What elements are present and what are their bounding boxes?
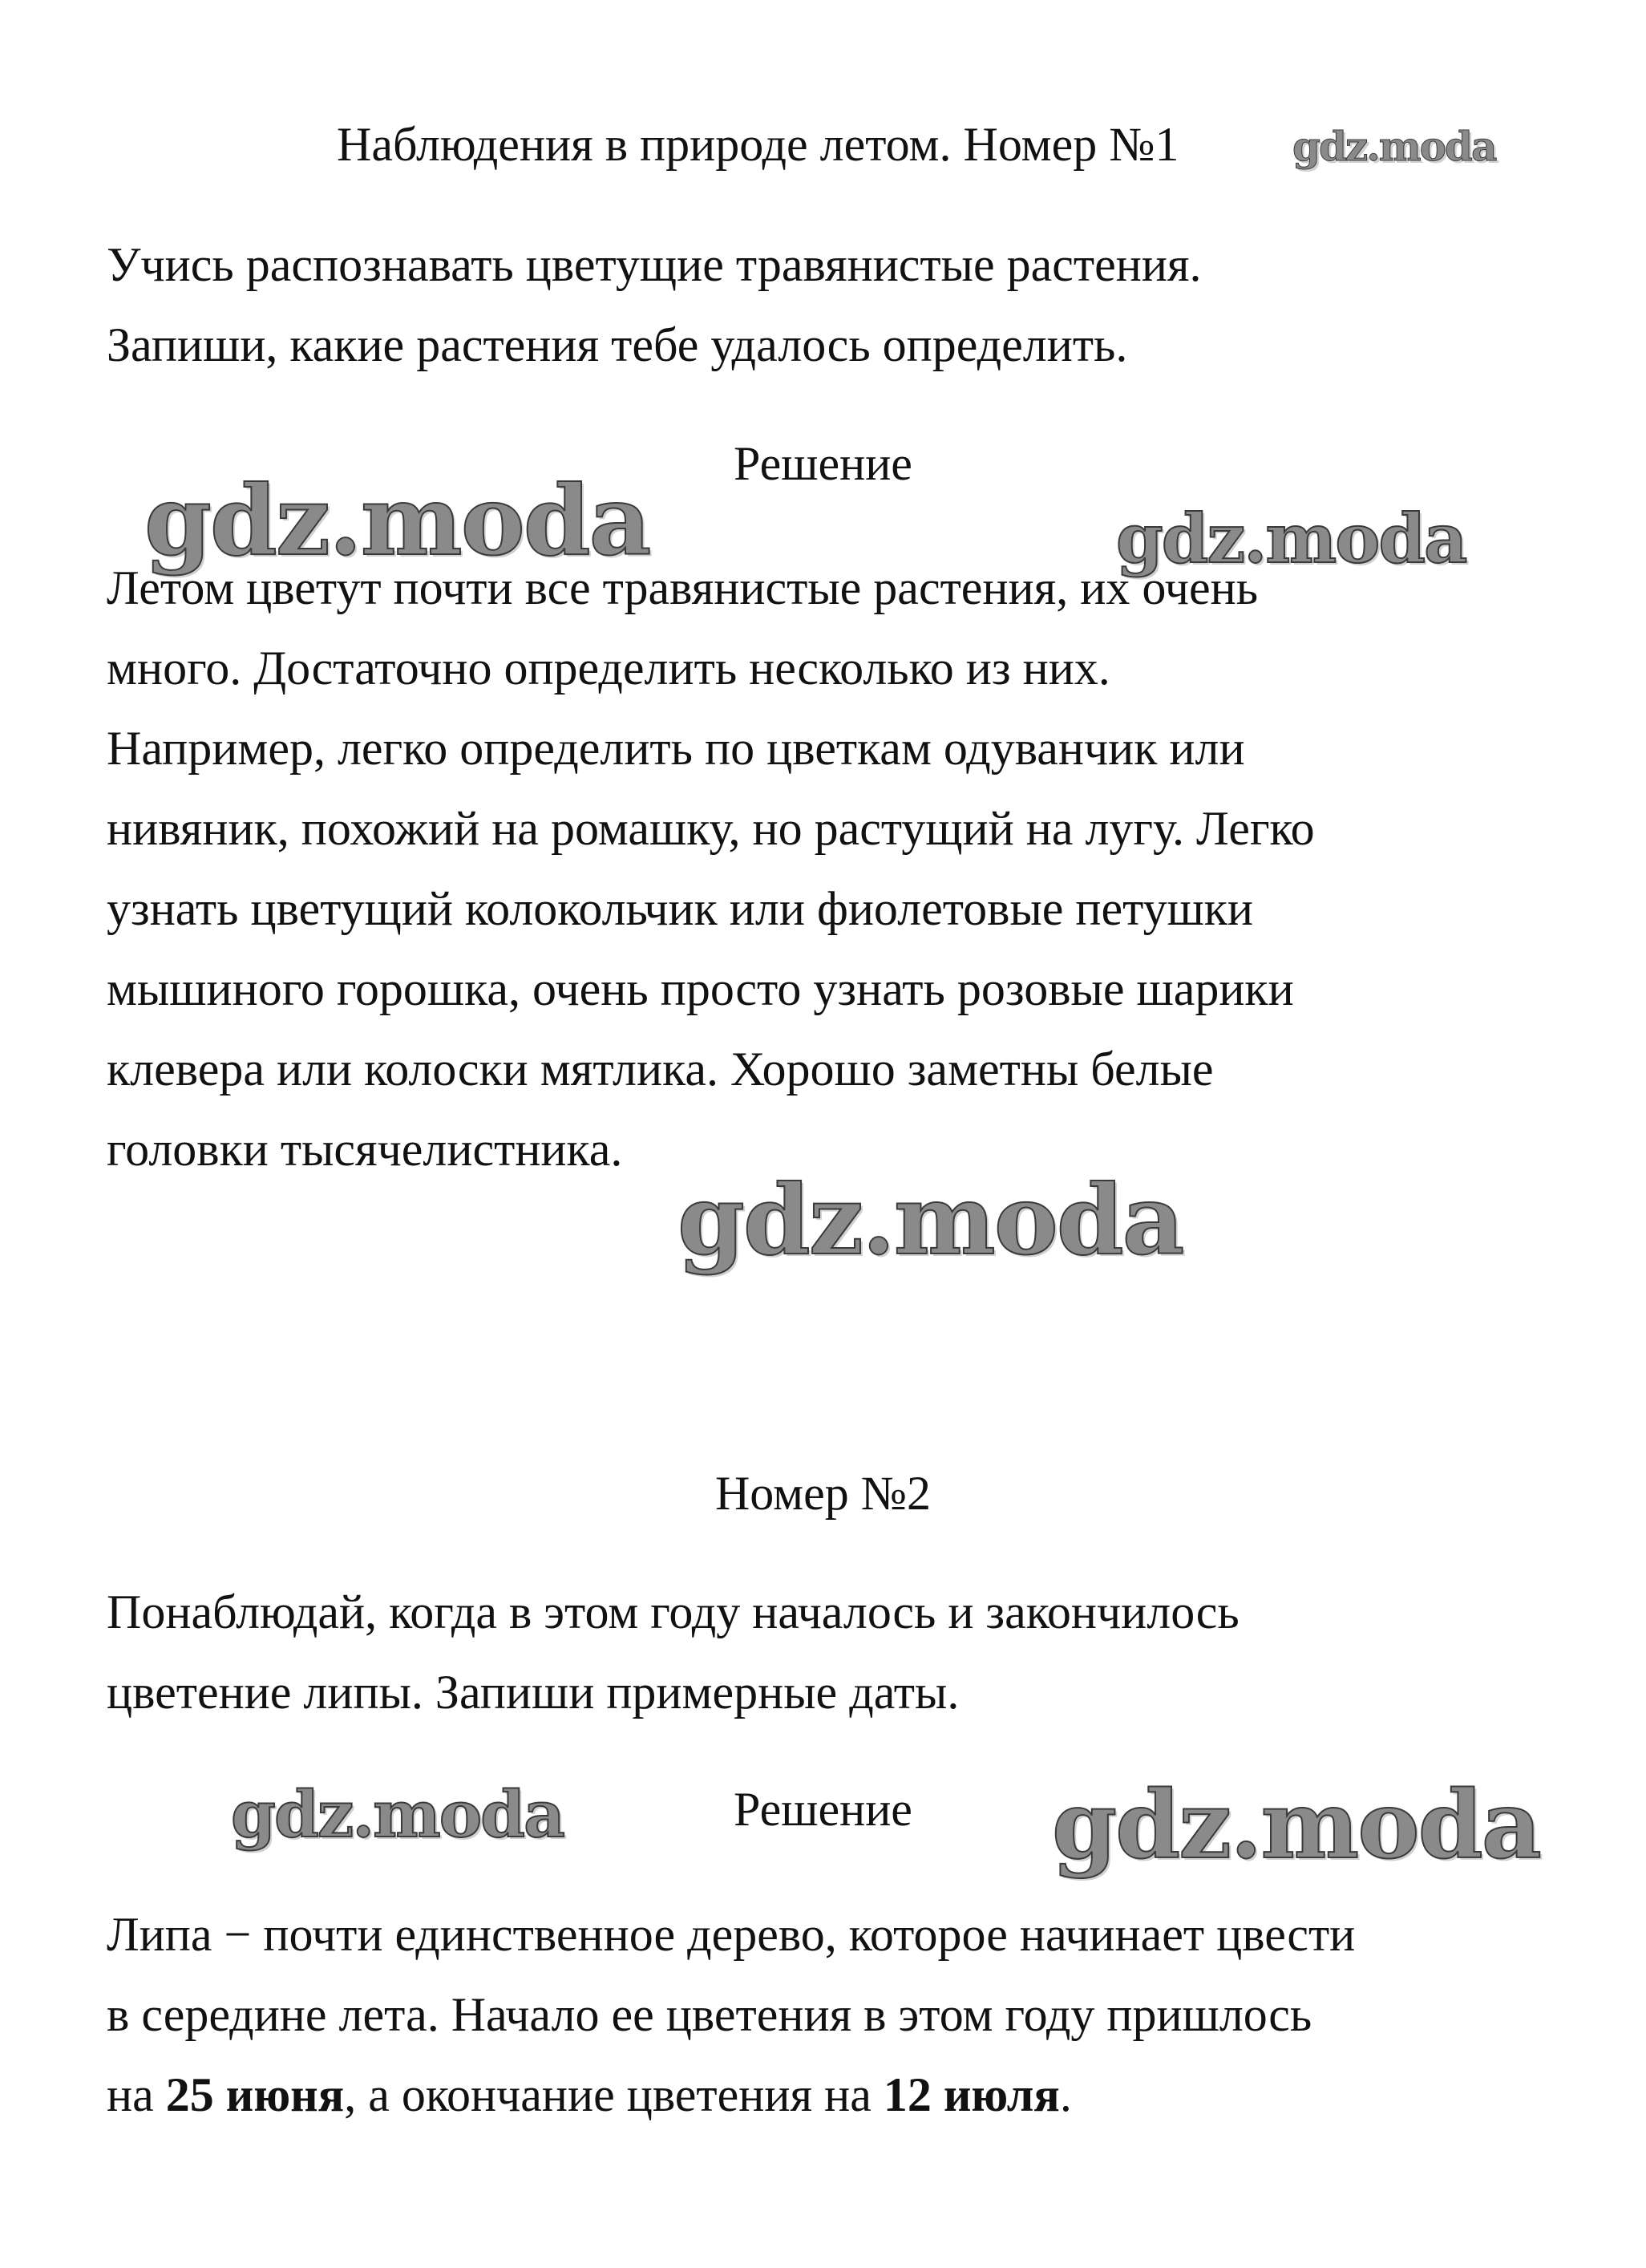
section2-solution-line-1: Липа − почти единственное дерево, которое начинает цвести (107, 1908, 1356, 1961)
section1-solution-line-5: узнать цветущий колокольчик или фиолетовые петушки (107, 882, 1254, 935)
text-segment: . (1059, 2068, 1072, 2121)
section2-solution-line-3 (107, 2055, 1072, 2135)
text-segment: на (107, 2068, 166, 2121)
section1-solution-line-4: нивяник, похожий на ромашку, но растущий на лугу. Легко (107, 802, 1315, 855)
watermark-logo: gdz.moda (1052, 1771, 1540, 1880)
section1-solution-line-8: головки тысячелистника. (107, 1123, 623, 1176)
section1-solution-heading: Решение (734, 437, 912, 490)
section1-solution-line-6: мышиного горошка, очень просто узнать розовые шарики (107, 962, 1294, 1015)
watermark-logo: gdz.moda (677, 1164, 1183, 1277)
end-date: 12 июля (883, 2068, 1060, 2121)
text-segment: , а окончание цветения на (344, 2068, 884, 2121)
watermark-logo: gdz.moda (144, 464, 650, 577)
section1-task-line-1: Учись распознавать цветущие травянистые растения. (107, 238, 1202, 291)
section1-solution-line-2: много. Достаточно определить несколько из них. (107, 642, 1110, 695)
section2-task-line-1: Понаблюдай, когда в этом году началось и закончилось (107, 1586, 1240, 1638)
section2-solution-line-2: в середине лета. Начало ее цветения в этом году пришлось (107, 1988, 1312, 2041)
watermark-logo: gdz.moda (1292, 123, 1496, 170)
section1-title: Наблюдения в природе летом. Номер №1 (337, 118, 1179, 171)
start-date: 25 июня (165, 2068, 345, 2121)
section1-solution-line-1: Летом цветут почти все травянистые растения, их очень (107, 561, 1259, 614)
watermark-logo: gdz.moda (231, 1776, 564, 1852)
section2-solution-heading: Решение (734, 1783, 912, 1836)
section1-solution-line-3: Например, легко определить по цветкам одуванчик или (107, 722, 1245, 775)
section1-solution-line-7: клевера или колоски мятлика. Хорошо заметны белые (107, 1043, 1214, 1096)
watermark-logo: gdz.moda (1116, 499, 1466, 578)
section2-task-line-2: цветение липы. Запиши примерные даты. (107, 1666, 960, 1719)
section2-title: Номер №2 (714, 1467, 932, 1520)
section1-task-line-2: Запиши, какие растения тебе удалось определить. (107, 318, 1128, 371)
